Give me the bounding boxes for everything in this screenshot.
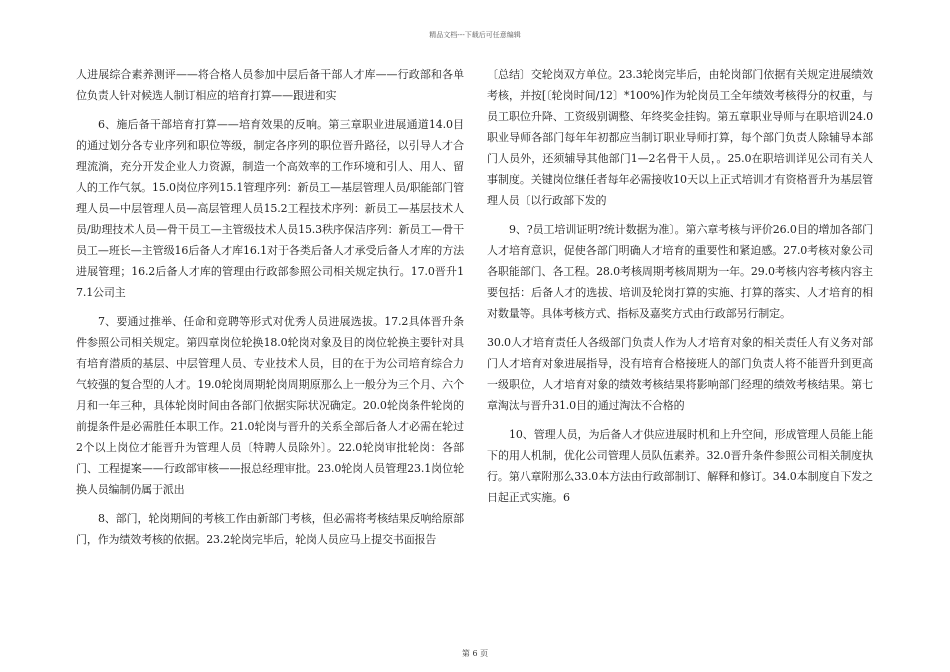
page-number: 第 6 页 (461, 649, 489, 658)
paragraph: 9、?员工培训证明?统计数据为准〕。第六章考核与评价26.0目的增加各部门人才培育意识，促使各部门明确人才培育的重要性和紧迫感。27.0考核对象公司各职能部门、各工程。28.0考核周期考核周期为一年。29.0考核内容考核内容主要包括：后备人才的选拔、培训及轮岗打算的实施、打算的落实、人才培育的相对数量等。具体考核方式、指标及嘉奖方式由行政部另行制定。 (487, 223, 873, 320)
paragraph: 8、部门，轮岗期间的考核工作由新部门考核，但必需将考核结果反响给原部门，作为绩效考核的依据。23.2轮岗完毕后，轮岗人员应马上提交书面报告 (76, 512, 464, 546)
right-column (487, 64, 873, 516)
paragraph: 10、管理人员，为后备人才供应进展时机和上升空间，形成管理人员能上能下的用人机制，优化公司管理人员队伍素养。32.0晋升条件参照公司相关制度执行。第八章附那么33.0本方法由行政部制订、解释和修订。34.0本制度自下发之日起正式实施。6 (487, 428, 873, 504)
page-header: 精品文档---下载后可任意编辑 (429, 31, 521, 39)
paragraph: 人进展综合素养测评——将合格人员参加中层后备干部人才库——行政部和各单位负责人针对候选人制订相应的培育打算——跟进和实 (76, 68, 464, 102)
paragraph: 30.0人才培育责任人各级部门负责人作为人才培育对象的相关责任人有义务对部门人才培育对象进展指导，没有培育合格接班人的部门负责人将不能晋升到更高一级职位，人才培育对象的绩效考核结果将影响部门经理的绩效考核结果。第七章淘汰与晋升31.0目的通过淘汰不合格的 (487, 336, 873, 412)
paragraph: 7、要通过推举、任命和竞聘等形式对优秀人员进展选拔。17.2具体晋升条件参照公司相关规定。第四章岗位轮换18.0轮岗对象及目的岗位轮换主要针对具有培育潜质的基层、中层管理人员、专业技术人员，目的在于为公司培育综合力气较强的复合型的人才。19.0轮岗周期轮岗周期原那么上一般分为三个月、六个月和一年三种，具体轮岗时间由各部门依据实际状况确定。20.0轮岗条件轮岗的前提条件是必需胜任本职工作。21.0轮岗与晋升的关系全部后备人才必需在轮过2个以上岗位才能晋升为管理人员〔特聘人员除外〕。22.0轮岗审批轮岗：各部门、工程提案——行政部审核——报总经理审批。23.0轮岗人员管理23.1岗位轮换人员编制仍属于派出 (76, 315, 464, 496)
left-column (76, 64, 464, 558)
paragraph: 6、施后备干部培育打算——培育效果的反响。第三章职业进展通道14.0目的通过划分各专业序列和职位等级，制定各序列的职位晋升路径，以引导人才合理流淌，充分开发企业人力资源，制造一个高效率的工作环境和引人、用人、留人的工作气氛。15.0岗位序列15.1管理序列：新员工—基层管理人员/职能部门管理人员—中层管理人员—高层管理人员15.2工程技术序列：新员工—基层技术人员/助理技术人员—骨干员工—主管级技术人员15.3秩序保洁序列：新员工—骨干员工—班长—主管级16后备人才库16.1对于各类后备人才承受后备人才库的方法进展管理；16.2后备人才库的管理由行政部参照公司相关规定执行。17.0晋升17.1公司主 (76, 118, 464, 299)
paragraph: 〔总结〕交轮岗双方单位。23.3轮岗完毕后，由轮岗部门依据有关规定进展绩效考核，并按[〔轮岗时间/12〕*100%]作为轮岗员工全年绩效考核得分的权重，与员工职位升降、工资级别调整、年终奖金挂钩。第五章职业导师与在职培训24.0职业导师各部门每年年初都应当制订职业导师打算，每个部门负责人除辅导本部门人员外，还须辅导其他部门1—2名骨干人员，。25.0在职培训详见公司有关人事制度。关键岗位继任者每年必需接收10天以上正式培训才有资格晋升为基层管理人员〔以行政部下发的 (487, 68, 873, 207)
